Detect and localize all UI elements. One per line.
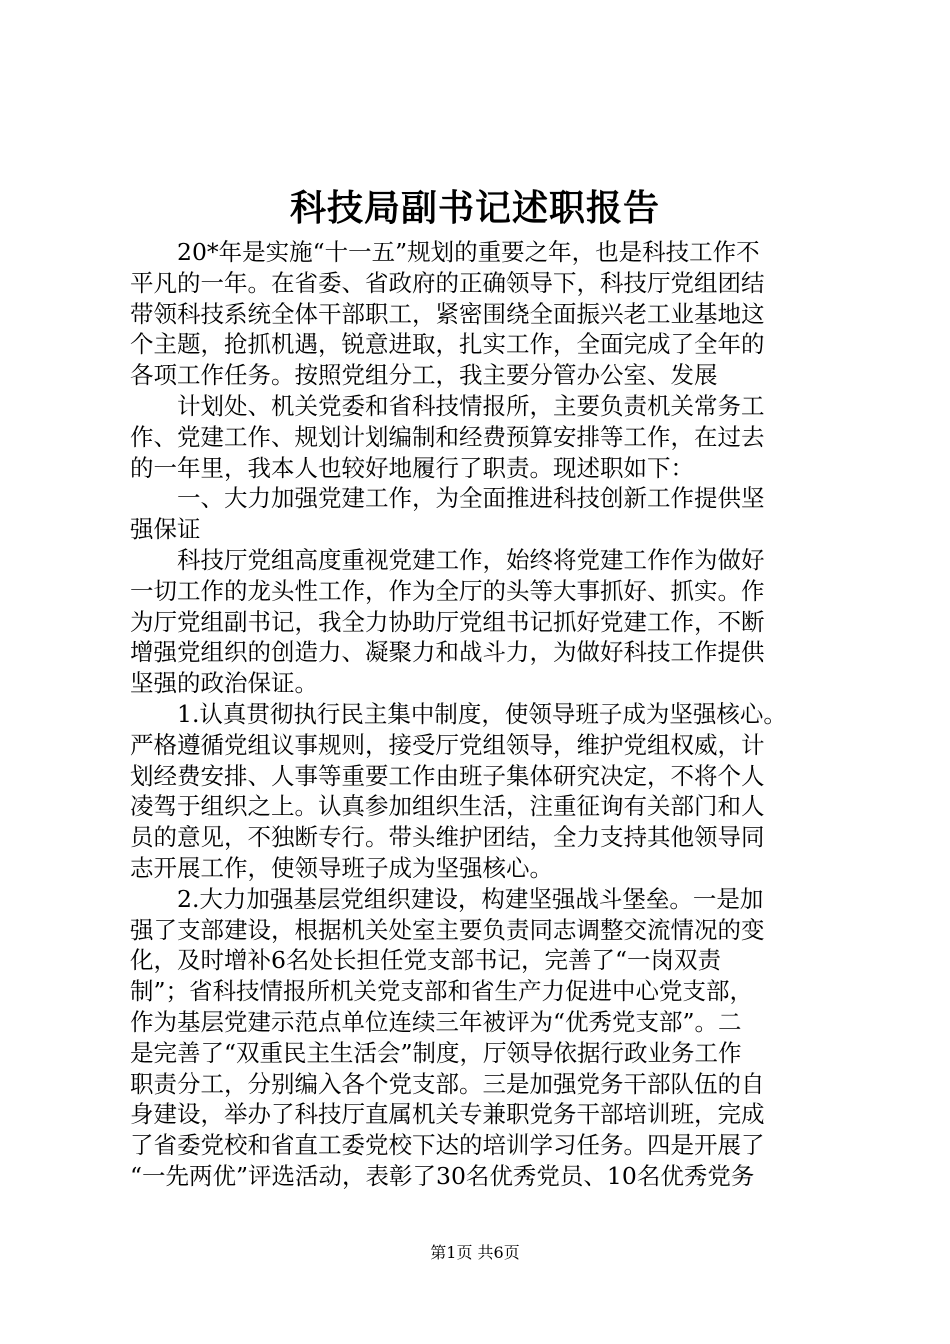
body-line: 作为基层党建示范点单位连续三年被评为“优秀党支部”。二	[130, 1008, 742, 1036]
body-line: 身建设，举办了科技厅直属机关专兼职党务干部培训班，完成	[130, 1100, 765, 1129]
body-line: 计划处、机关党委和省科技情报所，主要负责机关常务工	[130, 392, 765, 420]
body-line: 了省委党校和省直工委党校下达的培训学习任务。四是开展了	[130, 1131, 765, 1160]
body-line: 严格遵循党组议事规则，接受厅党组领导，维护党组权威，计	[130, 730, 765, 759]
body-line: 的一年里，我本人也较好地履行了职责。现述职如下：	[130, 453, 694, 482]
body-line: “一先两优”评选活动，表彰了30名优秀党员、10名优秀党务	[130, 1162, 755, 1190]
body-line: 各项工作任务。按照党组分工，我主要分管办公室、发展	[130, 361, 718, 390]
body-line: 化，及时增补6名处长担任党支部书记，完善了“一岗双责	[130, 946, 721, 975]
document-title: 科技局副书记述职报告	[289, 187, 660, 229]
body-line: 员的意见，不独断专行。带头维护团结，全力支持其他领导同	[130, 823, 765, 852]
body-line: 作、党建工作、规划计划编制和经费预算安排等工作，在过去	[130, 422, 765, 451]
body-line: 平凡的一年。在省委、省政府的正确领导下，科技厅党组团结	[130, 268, 765, 297]
body-line: 科技厅党组高度重视党建工作，始终将党建工作作为做好	[130, 546, 765, 574]
body-line: 带领科技系统全体干部职工，紧密围绕全面振兴老工业基地这	[130, 299, 765, 328]
body-line: 为厅党组副书记，我全力协助厅党组书记抓好党建工作，不断	[130, 607, 765, 636]
body-line: 制”；省科技情报所机关党支部和省生产力促进中心党支部，	[130, 977, 754, 1006]
body-line: 2.大力加强基层党组织建设，构建坚强战斗堡垒。一是加	[130, 884, 764, 913]
body-line: 一切工作的龙头性工作，作为全厅的头等大事抓好、抓实。作	[130, 576, 765, 605]
body-line: 强了支部建设，根据机关处室主要负责同志调整交流情况的变	[130, 915, 765, 944]
section-heading-line: 一、大力加强党建工作，为全面推进科技创新工作提供坚	[130, 484, 765, 513]
body-line: 坚强的政治保证。	[130, 669, 318, 698]
body-line: 20*年是实施“十一五”规划的重要之年，也是科技工作不	[130, 238, 760, 266]
section-heading-line: 强保证	[130, 515, 201, 544]
body-line: 个主题，抢抓机遇，锐意进取，扎实工作，全面完成了全年的	[130, 330, 765, 359]
body-line: 是完善了“双重民主生活会”制度，厅领导依据行政业务工作	[130, 1038, 742, 1067]
body-line: 凌驾于组织之上。认真参加组织生活，注重征询有关部门和人	[130, 792, 765, 821]
body-line: 1.认真贯彻执行民主集中制度，使领导班子成为坚强核心。	[130, 700, 787, 728]
body-line: 增强党组织的创造力、凝聚力和战斗力，为做好科技工作提供	[130, 638, 765, 667]
body-line: 划经费安排、人事等重要工作由班子集体研究决定，不将个人	[130, 761, 765, 790]
page-number: 第1页 共6页	[430, 1243, 520, 1262]
body-line: 志开展工作，使领导班子成为坚强核心。	[130, 854, 553, 882]
body-line: 职责分工，分别编入各个党支部。三是加强党务干部队伍的自	[130, 1069, 765, 1098]
